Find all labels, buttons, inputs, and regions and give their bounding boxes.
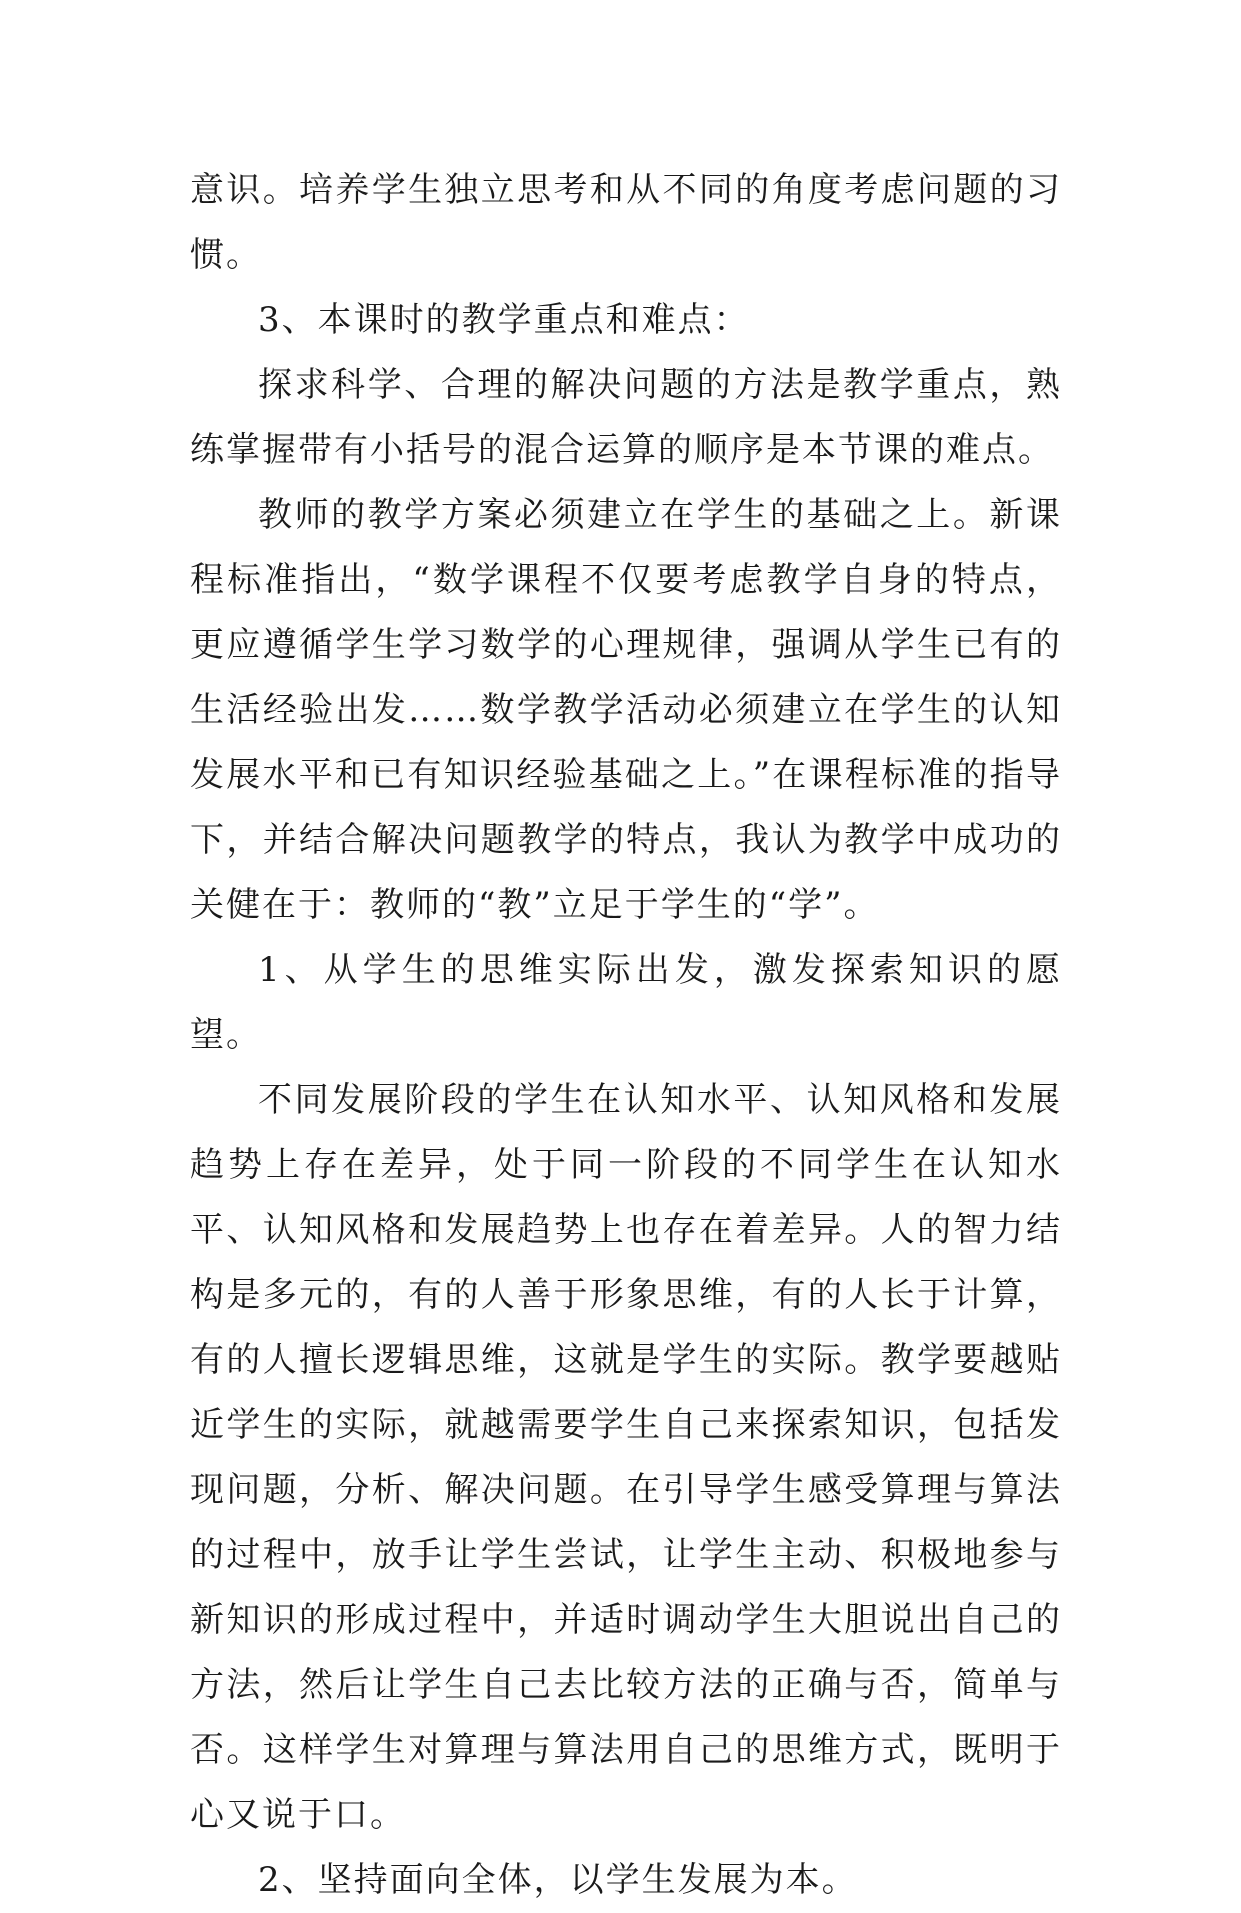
paragraph: 1、从学生的思维实际出发，激发探索知识的愿望。 bbox=[190, 950, 1062, 1055]
document-body bbox=[190, 158, 1062, 1913]
paragraph: 教师的教学方案必须建立在学生的基础之上。新课程标准指出，“数学课程不仅要考虑教学自身的特点，更应遵循学生学习数学的心理规律，强调从学生已有的生活经验出发……数学教学活动必须建立在学生的认知发展水平和已有知识经验基础之上。”在课程标准的指导下，并结合解决问题教学的特点，我认为教学中成功的关健在于：教师的“教”立足于学生的“学”。 bbox=[190, 495, 1062, 925]
paragraph: 探求科学、合理的解决问题的方法是教学重点，熟练掌握带有小括号的混合运算的顺序是本节课的难点。 bbox=[190, 365, 1062, 470]
paragraph: 意识。培养学生独立思考和从不同的角度考虑问题的习惯。 bbox=[190, 170, 1062, 275]
paragraph: 2、坚持面向全体，以学生发展为本。 bbox=[258, 1860, 858, 1900]
paragraph: 3、本课时的教学重点和难点： bbox=[258, 300, 750, 340]
paragraph: 不同发展阶段的学生在认知水平、认知风格和发展趋势上存在差异，处于同一阶段的不同学生在认知水平、认知风格和发展趋势上也存在着差异。人的智力结构是多元的，有的人善于形象思维，有的人长于计算，有的人擅长逻辑思维，这就是学生的实际。教学要越贴近学生的实际，就越需要学生自己来探索知识，包括发现问题，分析、解决问题。在引导学生感受算理与算法的过程中，放手让学生尝试，让学生主动、积极地参与新知识的形成过程中，并适时调动学生大胆说出自己的方法，然后让学生自己去比较方法的正确与否，简单与否。这样学生对算理与算法用自己的思维方式，既明于心又说于口。 bbox=[190, 1080, 1062, 1835]
